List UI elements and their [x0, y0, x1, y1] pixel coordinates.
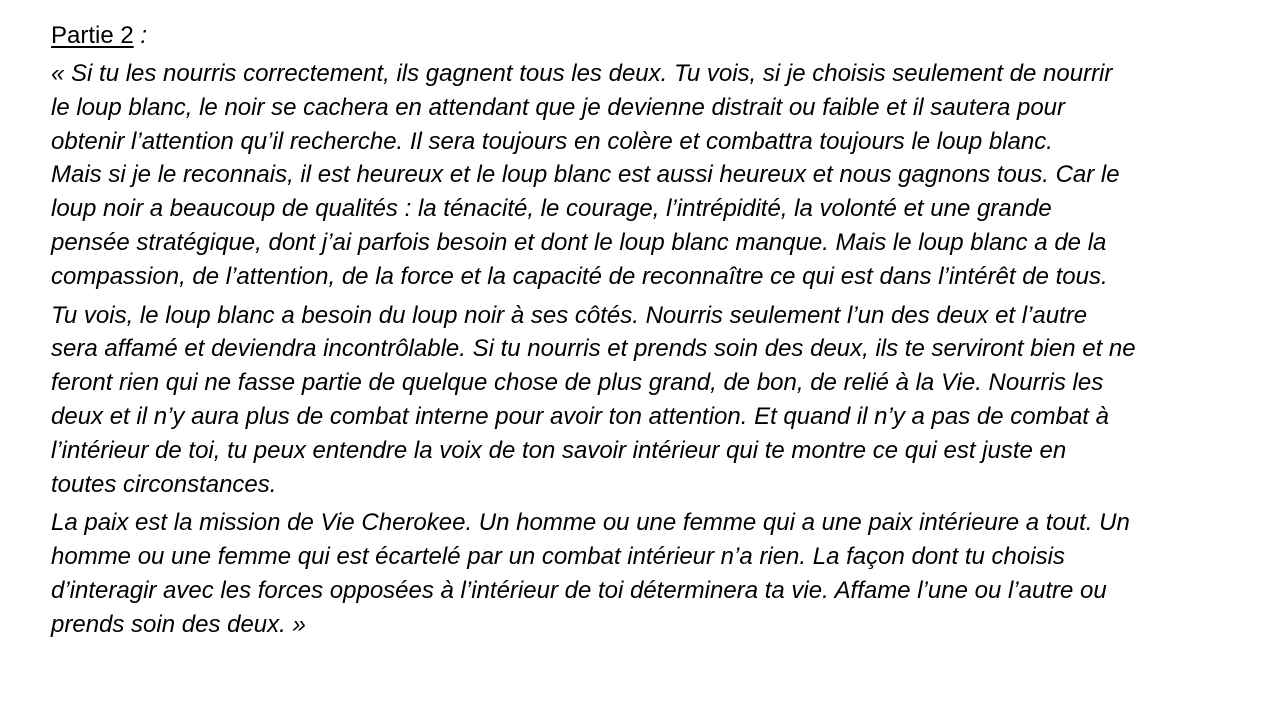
- paragraph: [51, 506, 1266, 641]
- paragraph: [51, 299, 1266, 502]
- text-line: compassion, de l’attention, de la force et la capacité de reconnaître ce qui est dans l’intérêt de tous.: [51, 262, 1108, 290]
- text-line: le loup blanc, le noir se cachera en attendant que je devienne distrait ou faible et il sautera pour: [51, 93, 1065, 121]
- text-line: deux et il n’y aura plus de combat interne pour avoir ton attention. Et quand il n’y a pas de combat à: [51, 402, 1109, 430]
- text-line: Tu vois, le loup blanc a besoin du loup noir à ses côtés. Nourris seulement l’un des deux et l’autre: [51, 301, 1088, 329]
- text-line: « Si tu les nourris correctement, ils gagnent tous les deux. Tu vois, si je choisis seulement de nourrir: [51, 60, 1113, 87]
- text-line: pensée stratégique, dont j’ai parfois besoin et dont le loup blanc manque. Mais le loup blanc a de la: [51, 228, 1107, 256]
- text-line: toutes circonstances.: [51, 470, 277, 498]
- text-line: obtenir l’attention qu’il recherche. Il sera toujours en colère et combattra toujours le loup blanc.: [51, 127, 1053, 155]
- text-line: prends soin des deux. »: [51, 610, 306, 638]
- section-title-colon: :: [133, 22, 148, 49]
- text-line: d’interagir avec les forces opposées à l’intérieur de toi déterminera ta vie. Affame l’une ou l’autre ou: [51, 576, 1107, 604]
- text-line: loup noir a beaucoup de qualités : la ténacité, le courage, l’intrépidité, la volonté et une grande: [51, 195, 1052, 223]
- text-line: homme ou une femme qui est écartelé par un combat intérieur n’a rien. La façon dont tu choisis: [51, 543, 1065, 571]
- text-line: l’intérieur de toi, tu peux entendre la voix de ton savoir intérieur qui te montre ce qui est juste en: [51, 436, 1067, 464]
- section-title: Partie 2: [51, 22, 134, 49]
- section-heading: [51, 19, 1266, 53]
- text-line: Mais si je le reconnais, il est heureux et le loup blanc est aussi heureux et nous gagnons tous. Car le: [51, 161, 1120, 189]
- text-line: La paix est la mission de Vie Cherokee. Un homme ou une femme qui a une paix intérieure a tout. Un: [51, 509, 1130, 537]
- document-page: [51, 19, 1266, 647]
- text-line: feront rien qui ne fasse partie de quelque chose de plus grand, de bon, de relié à la Vie. Nourris les: [51, 369, 1104, 397]
- paragraph: [51, 57, 1266, 294]
- text-line: sera affamé et deviendra incontrôlable. Si tu nourris et prends soin des deux, ils te serviront bien et ne: [51, 335, 1136, 363]
